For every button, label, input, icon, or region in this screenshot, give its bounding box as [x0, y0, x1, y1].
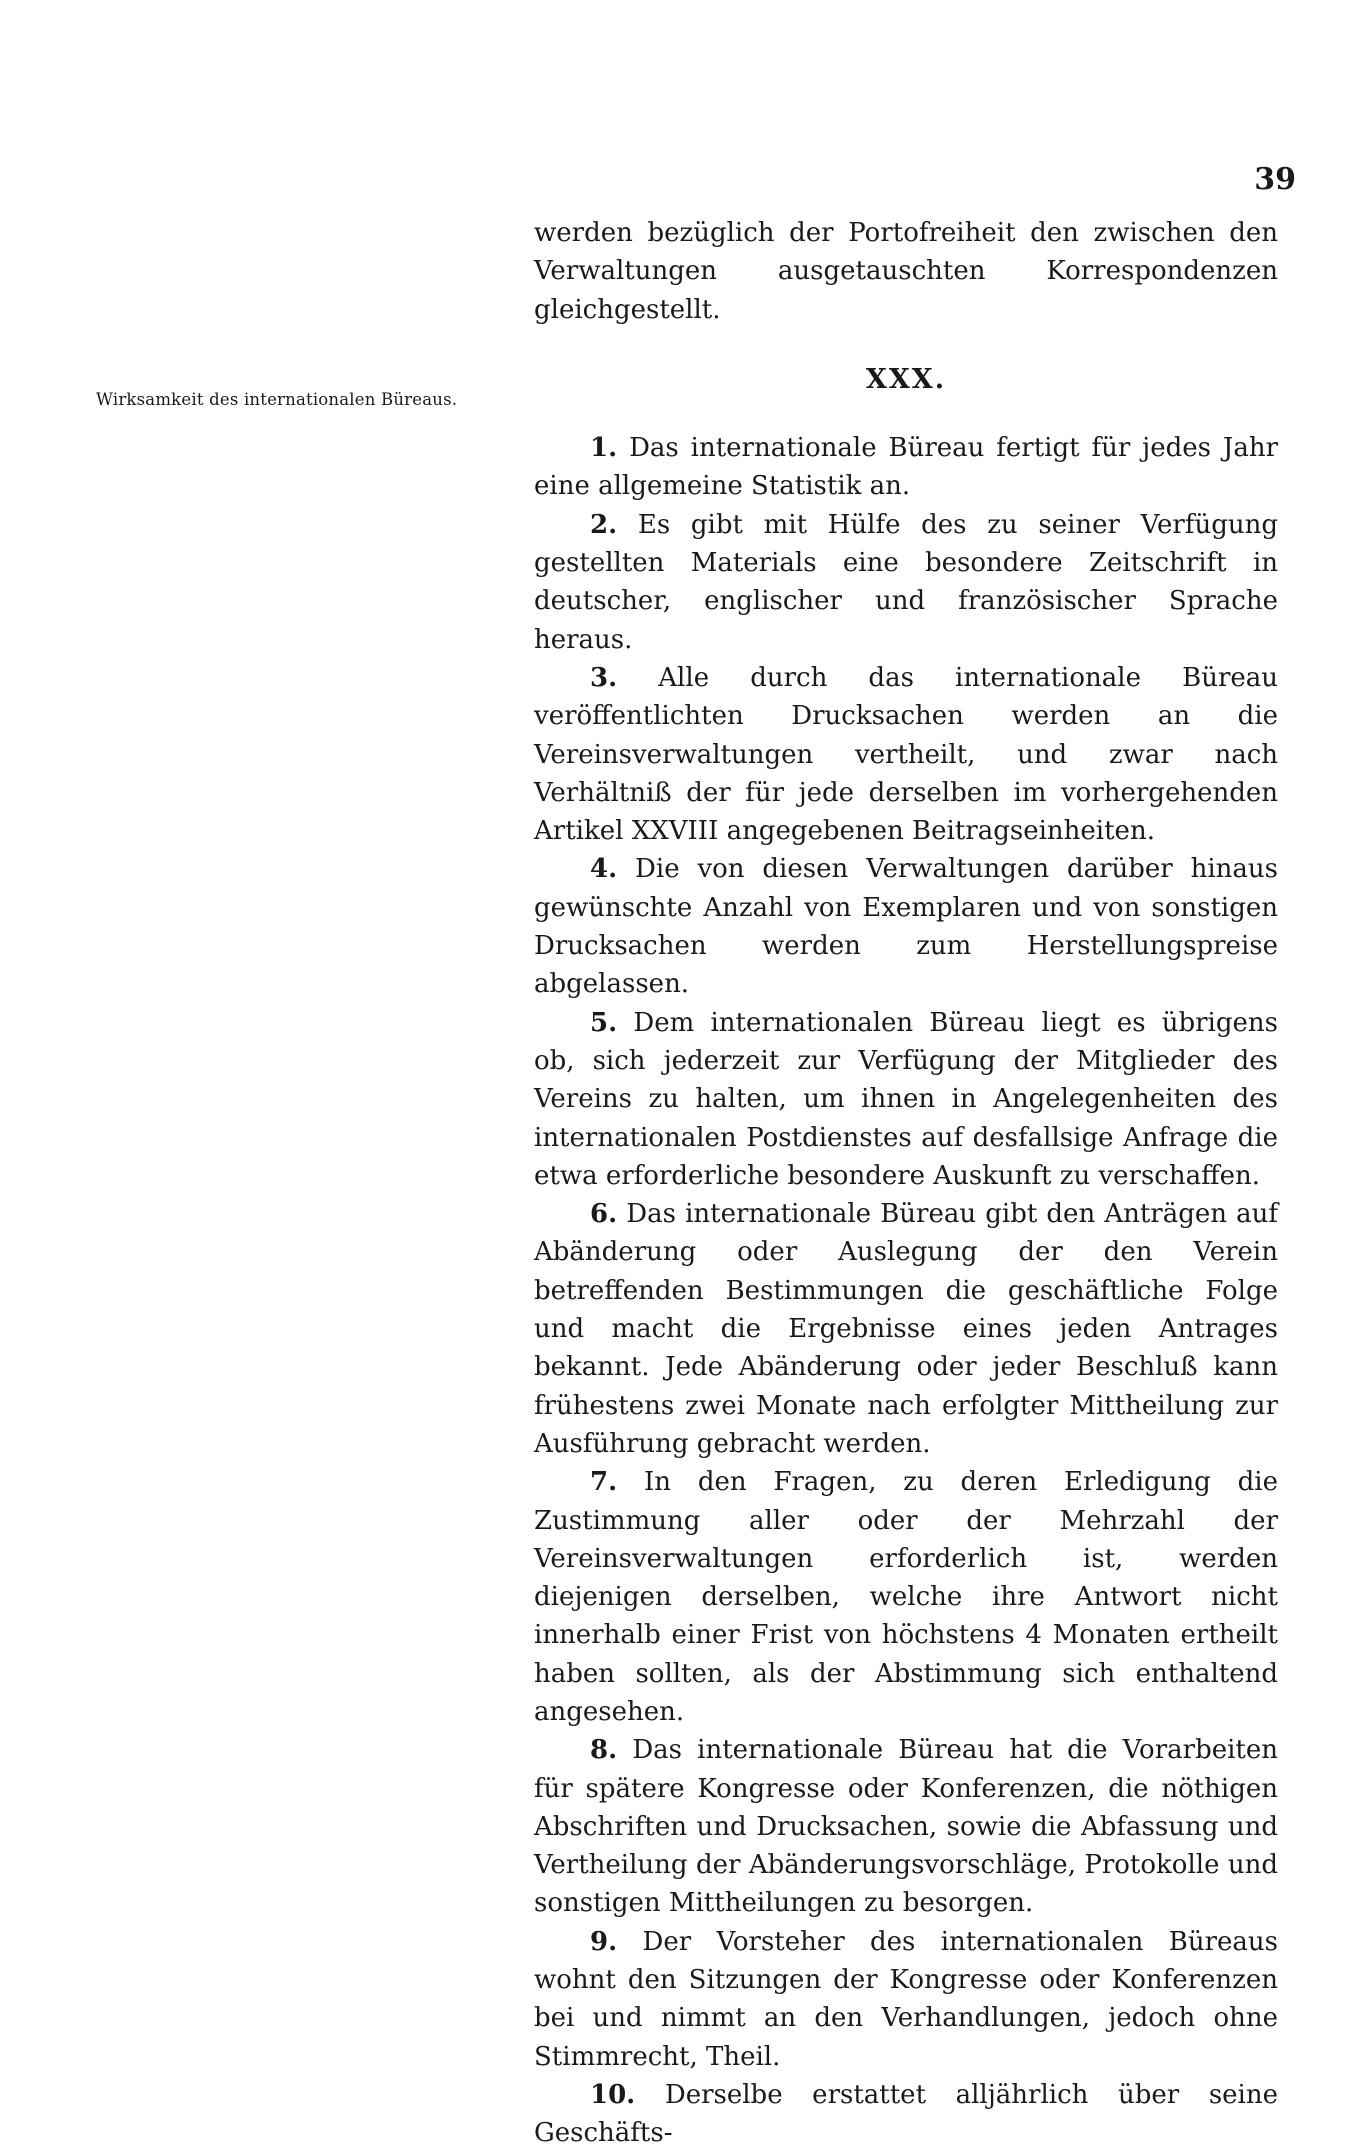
item-number: 6. — [590, 1199, 618, 1230]
item-10 — [534, 2076, 1278, 2153]
item-number: 7. — [590, 1467, 618, 1498]
item-text: Der Vorsteher des internationalen Büreaus wohnt den Sitzungen der Kongresse oder Konferenzen bei und nimmt an den Verhandlungen, jedoch ohne Stimmrecht, Theil. — [534, 1926, 1279, 2072]
item-number: 8. — [590, 1735, 618, 1766]
section-heading: XXX. — [865, 363, 947, 395]
item-3 — [534, 659, 1278, 850]
item-text: Dem internationalen Büreau liegt es übrigens ob, sich jederzeit zur Verfügung der Mitglieder des Vereins zu halten, um ihnen in Angelegenheiten des internationalen Postdienstes auf desfallsige Anfrage die etwa erforderliche besondere Auskunft zu verschaffen. — [534, 1007, 1278, 1191]
item-number: 4. — [590, 854, 618, 885]
item-text: Das internationale Büreau gibt den Anträgen auf Abänderung oder Auslegung der den Verein betreffenden Bestimmungen die geschäftliche Folge und macht die Ergebnisse eines jeden Antrages bekannt. Jede Abänderung oder jeder Beschluß kann frühestens zwei Monate nach erfolgter Mittheilung zur Ausführung gebracht werden. — [534, 1199, 1279, 1459]
main-text — [534, 214, 1278, 2153]
item-6 — [534, 1195, 1278, 1463]
item-number: 5. — [590, 1007, 618, 1038]
item-9 — [534, 1923, 1278, 2076]
item-2 — [534, 506, 1278, 659]
item-8 — [534, 1731, 1278, 1922]
item-7 — [534, 1463, 1278, 1731]
item-text: In den Fragen, zu deren Erledigung die Zustimmung aller oder der Mehrzahl der Vereinsverwaltungen erforderlich ist, werden diejenigen derselben, welche ihre Antwort nicht innerhalb einer Frist von höchstens 4 Monaten ertheilt haben sollten, als der Abstimmung sich enthaltend angesehen. — [534, 1467, 1279, 1727]
item-number: 9. — [590, 1926, 618, 1957]
item-4 — [534, 850, 1278, 1003]
item-5 — [534, 1004, 1278, 1195]
item-text: Das internationale Büreau hat die Vorarbeiten für spätere Kongresse oder Konferenzen, die nöthigen Abschriften und Drucksachen, sowie die Abfassung und Vertheilung der Abänderungsvorschläge, Protokolle und sonstigen Mittheilungen zu besorgen. — [534, 1735, 1278, 1919]
item-number: 2. — [590, 509, 618, 540]
item-text: Alle durch das internationale Büreau veröffentlichten Drucksachen werden an die Vereinsverwaltungen vertheilt, und zwar nach Verhältniß der für jede derselben im vorhergehenden Artikel XXVIII angegebenen Beitragseinheiten. — [534, 662, 1279, 847]
item-number: 1. — [590, 433, 618, 464]
item-text: Die von diesen Verwaltungen darüber hinaus gewünschte Anzahl von Exemplaren und von sonstigen Drucksachen werden zum Herstellungspreise abgelassen. — [534, 854, 1278, 1000]
page-number: 39 — [1254, 162, 1296, 197]
item-1 — [534, 429, 1278, 506]
item-number: 10. — [590, 2079, 636, 2110]
margin-note: Wirksamkeit des internationalen Büreaus. — [96, 390, 458, 409]
item-text: Es gibt mit Hülfe des zu seiner Verfügung gestellten Materials eine besondere Zeitschrift in deutscher, englischer und französischer Sprache heraus. — [534, 509, 1278, 655]
continuation-paragraph: werden bezüglich der Portofreiheit den zwischen den Verwaltungen ausgetauschten Korrespondenzen gleichgestellt. — [534, 218, 1278, 325]
item-text: Das internationale Büreau fertigt für jedes Jahr eine allgemeine Statistik an. — [534, 433, 1279, 502]
item-number: 3. — [590, 662, 618, 693]
item-text: Derselbe erstattet alljährlich über seine Geschäfts- — [534, 2079, 1279, 2149]
